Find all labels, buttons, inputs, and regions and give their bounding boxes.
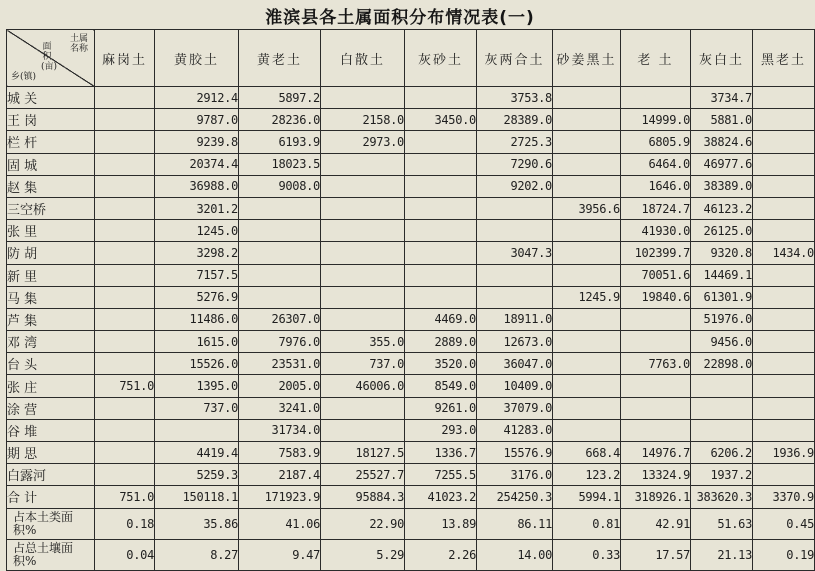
table-cell: 38389.0 (691, 175, 753, 197)
table-row (7, 220, 815, 242)
table-row (7, 286, 815, 308)
column-header: 黄胶土 (155, 30, 239, 87)
table-cell (621, 419, 691, 441)
corner-label-area: 面积(亩) (41, 42, 58, 72)
table-cell: 14976.7 (621, 442, 691, 464)
table-cell (95, 131, 155, 153)
table-cell: 9261.0 (405, 397, 477, 419)
table-cell (553, 419, 621, 441)
table-row (7, 264, 815, 286)
table-cell: 9239.8 (155, 131, 239, 153)
table-cell: 21.13 (691, 539, 753, 570)
table-cell (95, 175, 155, 197)
table-cell: 150118.1 (155, 486, 239, 508)
table-cell (405, 286, 477, 308)
table-cell (621, 331, 691, 353)
table-cell: 0.19 (753, 539, 815, 570)
table-cell: 46006.0 (321, 375, 405, 397)
table-cell: 293.0 (405, 419, 477, 441)
table-row (7, 419, 815, 441)
row-label: 谷 堆 (7, 419, 95, 441)
table-cell: 41930.0 (621, 220, 691, 242)
table-cell: 5.29 (321, 539, 405, 570)
table-cell: 61301.9 (691, 286, 753, 308)
table-cell: 1646.0 (621, 175, 691, 197)
table-cell (753, 375, 815, 397)
table-cell: 9202.0 (477, 175, 553, 197)
table-cell: 36047.0 (477, 353, 553, 375)
table-cell: 26125.0 (691, 220, 753, 242)
table-cell (321, 153, 405, 175)
table-cell (753, 197, 815, 219)
table-row (7, 486, 815, 508)
table-cell (753, 264, 815, 286)
table-cell: 318926.1 (621, 486, 691, 508)
table-cell: 41283.0 (477, 419, 553, 441)
row-label: 涂 营 (7, 397, 95, 419)
table-cell: 2005.0 (239, 375, 321, 397)
table-cell: 5994.1 (553, 486, 621, 508)
table-cell: 2973.0 (321, 131, 405, 153)
table-cell (477, 220, 553, 242)
table-cell (477, 286, 553, 308)
table-cell (753, 131, 815, 153)
table-cell: 4419.4 (155, 442, 239, 464)
table-cell: 7583.9 (239, 442, 321, 464)
table-cell: 2889.0 (405, 331, 477, 353)
table-cell: 102399.7 (621, 242, 691, 264)
table-cell (405, 87, 477, 109)
table-cell: 1395.0 (155, 375, 239, 397)
table-cell (239, 286, 321, 308)
table-cell (753, 331, 815, 353)
table-cell: 0.45 (753, 508, 815, 539)
table-cell (95, 220, 155, 242)
table-cell: 42.91 (621, 508, 691, 539)
table-cell: 41.06 (239, 508, 321, 539)
table-cell (405, 131, 477, 153)
table-cell: 2.26 (405, 539, 477, 570)
table-cell: 5276.9 (155, 286, 239, 308)
table-cell (753, 87, 815, 109)
column-header: 灰砂土 (405, 30, 477, 87)
table-row (7, 197, 815, 219)
table-row (7, 442, 815, 464)
table-cell (95, 242, 155, 264)
table-cell: 1434.0 (753, 242, 815, 264)
row-label: 合 计 (7, 486, 95, 508)
table-cell: 3298.2 (155, 242, 239, 264)
table-cell (95, 87, 155, 109)
table-cell: 9320.8 (691, 242, 753, 264)
table-body (7, 87, 815, 571)
table-cell: 3201.2 (155, 197, 239, 219)
percent-row (7, 539, 815, 570)
table-cell (621, 87, 691, 109)
table-cell (321, 264, 405, 286)
table-cell (321, 242, 405, 264)
table-cell: 28236.0 (239, 109, 321, 131)
table-cell: 20374.4 (155, 153, 239, 175)
table-cell: 5259.3 (155, 464, 239, 486)
table-cell: 3241.0 (239, 397, 321, 419)
table-cell: 25527.7 (321, 464, 405, 486)
table-cell (321, 197, 405, 219)
table-cell (691, 397, 753, 419)
table-cell: 5881.0 (691, 109, 753, 131)
column-header: 灰两合土 (477, 30, 553, 87)
table-cell: 5897.2 (239, 87, 321, 109)
table-cell: 4469.0 (405, 308, 477, 330)
table-row (7, 87, 815, 109)
table-cell (553, 175, 621, 197)
table-cell: 6206.2 (691, 442, 753, 464)
table-cell (753, 153, 815, 175)
table-cell: 37079.0 (477, 397, 553, 419)
table-cell: 6464.0 (621, 153, 691, 175)
table-cell: 8549.0 (405, 375, 477, 397)
table-cell: 9008.0 (239, 175, 321, 197)
table-cell (553, 109, 621, 131)
table-cell: 1336.7 (405, 442, 477, 464)
table-cell: 737.0 (155, 397, 239, 419)
table-cell (95, 419, 155, 441)
table-cell: 7255.5 (405, 464, 477, 486)
table-cell: 668.4 (553, 442, 621, 464)
table-cell: 3956.6 (553, 197, 621, 219)
table-cell: 254250.3 (477, 486, 553, 508)
table-cell: 1937.2 (691, 464, 753, 486)
table-cell (405, 175, 477, 197)
row-label: 张 里 (7, 220, 95, 242)
table-cell: 19840.6 (621, 286, 691, 308)
table-cell (553, 220, 621, 242)
table-cell (321, 286, 405, 308)
table-cell: 51976.0 (691, 308, 753, 330)
table-cell: 35.86 (155, 508, 239, 539)
table-cell (553, 308, 621, 330)
row-label: 占总土壤面积% (7, 539, 95, 570)
table-cell: 26307.0 (239, 308, 321, 330)
table-cell: 13.89 (405, 508, 477, 539)
corner-label-soil: 土属名称 (69, 34, 88, 54)
table-row (7, 308, 815, 330)
table-cell (405, 197, 477, 219)
table-cell: 31734.0 (239, 419, 321, 441)
table-cell (95, 397, 155, 419)
table-cell: 17.57 (621, 539, 691, 570)
table-cell (321, 308, 405, 330)
table-cell (239, 220, 321, 242)
row-label: 栏 杆 (7, 131, 95, 153)
table-cell (553, 397, 621, 419)
table-cell: 0.33 (553, 539, 621, 570)
table-cell (95, 153, 155, 175)
table-cell: 6193.9 (239, 131, 321, 153)
row-label: 城 关 (7, 87, 95, 109)
table-cell: 28389.0 (477, 109, 553, 131)
table-row (7, 242, 815, 264)
table-cell: 7976.0 (239, 331, 321, 353)
table-cell: 0.18 (95, 508, 155, 539)
table-cell (95, 197, 155, 219)
table-cell (753, 109, 815, 131)
table-cell (477, 197, 553, 219)
table-cell: 3450.0 (405, 109, 477, 131)
table-cell: 22.90 (321, 508, 405, 539)
table-cell: 18127.5 (321, 442, 405, 464)
table-cell: 70051.6 (621, 264, 691, 286)
row-label: 期 思 (7, 442, 95, 464)
table-cell: 14.00 (477, 539, 553, 570)
row-label: 马 集 (7, 286, 95, 308)
table-row (7, 175, 815, 197)
table-cell: 1245.9 (553, 286, 621, 308)
table-cell (553, 153, 621, 175)
table-cell (691, 375, 753, 397)
table-cell (155, 419, 239, 441)
column-header: 灰白土 (691, 30, 753, 87)
table-cell (321, 175, 405, 197)
table-cell (553, 87, 621, 109)
table-cell (405, 153, 477, 175)
table-cell (553, 353, 621, 375)
row-label: 王 岗 (7, 109, 95, 131)
table-cell (621, 397, 691, 419)
page-title: 淮滨县各土属面积分布情况表(一) (265, 8, 535, 28)
table-cell: 41023.2 (405, 486, 477, 508)
table-cell (95, 286, 155, 308)
table-cell (553, 375, 621, 397)
header-row (7, 30, 815, 87)
table-cell: 14999.0 (621, 109, 691, 131)
table-cell: 1936.9 (753, 442, 815, 464)
table-cell (753, 308, 815, 330)
table-cell: 1615.0 (155, 331, 239, 353)
table-cell: 12673.0 (477, 331, 553, 353)
table-cell: 171923.9 (239, 486, 321, 508)
corner-header (7, 30, 95, 87)
table-cell (95, 109, 155, 131)
row-label: 台 头 (7, 353, 95, 375)
row-label: 芦 集 (7, 308, 95, 330)
table-cell (477, 264, 553, 286)
table-cell (553, 242, 621, 264)
table-row (7, 331, 815, 353)
table-cell (621, 308, 691, 330)
column-header: 砂姜黑土 (553, 30, 621, 87)
table-cell: 383620.3 (691, 486, 753, 508)
table-cell (405, 242, 477, 264)
table-cell: 3753.8 (477, 87, 553, 109)
table-cell: 13324.9 (621, 464, 691, 486)
column-header: 黄老土 (239, 30, 321, 87)
table-cell: 46123.2 (691, 197, 753, 219)
table-cell (95, 308, 155, 330)
table-cell: 18023.5 (239, 153, 321, 175)
column-header: 麻岗土 (95, 30, 155, 87)
table-cell: 51.63 (691, 508, 753, 539)
row-label: 三空桥 (7, 197, 95, 219)
table-cell: 3520.0 (405, 353, 477, 375)
row-label: 张 庄 (7, 375, 95, 397)
table-row (7, 131, 815, 153)
corner-label-township: 乡(镇) (11, 72, 37, 82)
row-label: 新 里 (7, 264, 95, 286)
table-cell: 86.11 (477, 508, 553, 539)
table-cell: 7763.0 (621, 353, 691, 375)
table-cell: 23531.0 (239, 353, 321, 375)
table-cell: 3047.3 (477, 242, 553, 264)
table-cell (753, 286, 815, 308)
table-cell: 8.27 (155, 539, 239, 570)
row-label: 固 城 (7, 153, 95, 175)
table-cell: 22898.0 (691, 353, 753, 375)
table-cell (239, 264, 321, 286)
table-cell: 7157.5 (155, 264, 239, 286)
table-cell (95, 264, 155, 286)
table-cell: 6805.9 (621, 131, 691, 153)
table-cell: 95884.3 (321, 486, 405, 508)
table-cell (553, 264, 621, 286)
table-row (7, 353, 815, 375)
table-cell (321, 220, 405, 242)
table-cell: 2187.4 (239, 464, 321, 486)
column-header: 白散土 (321, 30, 405, 87)
table-cell: 2725.3 (477, 131, 553, 153)
table-cell (691, 419, 753, 441)
table-row (7, 375, 815, 397)
table-cell (621, 375, 691, 397)
table-cell (95, 353, 155, 375)
table-cell (95, 442, 155, 464)
table-cell: 15526.0 (155, 353, 239, 375)
table-row (7, 464, 815, 486)
table-cell (753, 419, 815, 441)
row-label: 占本土类面积% (7, 508, 95, 539)
table-cell: 9787.0 (155, 109, 239, 131)
table-cell: 123.2 (553, 464, 621, 486)
table-cell (321, 397, 405, 419)
table-cell: 18724.7 (621, 197, 691, 219)
table-cell: 38824.6 (691, 131, 753, 153)
table-cell (239, 242, 321, 264)
table-cell: 3176.0 (477, 464, 553, 486)
row-label: 邓 湾 (7, 331, 95, 353)
column-header: 黑老土 (753, 30, 815, 87)
table-cell (95, 331, 155, 353)
table-cell: 11486.0 (155, 308, 239, 330)
table-row (7, 153, 815, 175)
table-cell: 9456.0 (691, 331, 753, 353)
table-cell (753, 175, 815, 197)
table-cell (753, 397, 815, 419)
table-cell: 36988.0 (155, 175, 239, 197)
table-cell: 0.81 (553, 508, 621, 539)
table-cell: 3734.7 (691, 87, 753, 109)
table-cell: 2912.4 (155, 87, 239, 109)
table-cell: 10409.0 (477, 375, 553, 397)
table-cell (753, 464, 815, 486)
table-row (7, 397, 815, 419)
table-cell (753, 353, 815, 375)
row-label: 赵 集 (7, 175, 95, 197)
row-label: 白露河 (7, 464, 95, 486)
percent-row (7, 508, 815, 539)
table-cell: 737.0 (321, 353, 405, 375)
table-cell: 18911.0 (477, 308, 553, 330)
table-cell: 751.0 (95, 486, 155, 508)
table-cell: 751.0 (95, 375, 155, 397)
table-cell (753, 220, 815, 242)
table-cell: 15576.9 (477, 442, 553, 464)
table-cell (553, 131, 621, 153)
table-cell: 2158.0 (321, 109, 405, 131)
table-row (7, 109, 815, 131)
table-cell: 14469.1 (691, 264, 753, 286)
column-header: 老 土 (621, 30, 691, 87)
table-cell: 7290.6 (477, 153, 553, 175)
table-cell (553, 331, 621, 353)
table-cell (405, 264, 477, 286)
table-cell (239, 197, 321, 219)
table-cell: 1245.0 (155, 220, 239, 242)
table-cell (321, 419, 405, 441)
table-cell: 3370.9 (753, 486, 815, 508)
table-cell: 46977.6 (691, 153, 753, 175)
table-cell: 0.04 (95, 539, 155, 570)
table-cell (95, 464, 155, 486)
row-label: 防 胡 (7, 242, 95, 264)
table-cell: 9.47 (239, 539, 321, 570)
table-cell (321, 87, 405, 109)
table-cell: 355.0 (321, 331, 405, 353)
table-cell (405, 220, 477, 242)
soil-area-table (6, 29, 815, 571)
